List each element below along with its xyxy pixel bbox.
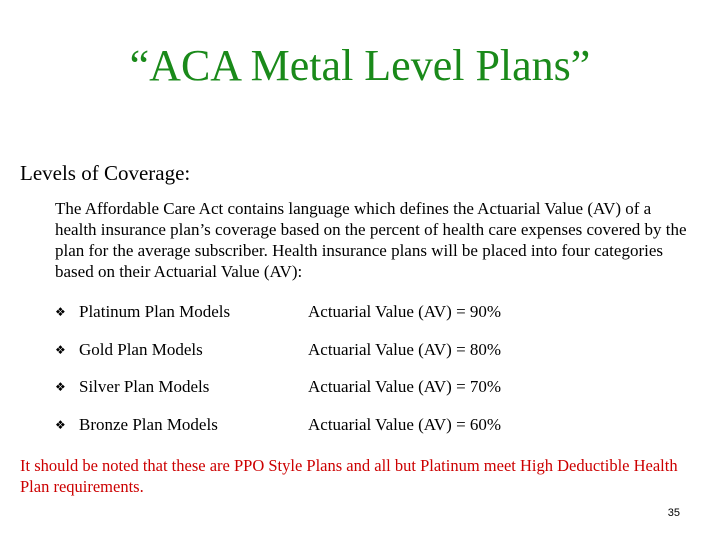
plan-name: Bronze Plan Models [79,414,218,434]
plan-name: Platinum Plan Models [79,302,231,321]
plan-item-platinum [55,300,695,338]
plan-item-gold [55,338,695,376]
checkmark-bullet-icon: ❖ [55,417,66,432]
checkmark-bullet-icon: ❖ [55,380,66,394]
slide-title: “ACA Metal Level Plans” [129,41,591,90]
ppo-note: It should be noted that these are PPO Style Plans and all but Platinum meet High Deductible Health Plan requirements. [20,456,678,496]
plan-actuarial-value: Actuarial Value (AV) = 80% [308,339,502,359]
coverage-heading: Levels of Coverage: [20,161,191,185]
checkmark-bullet-icon: ❖ [55,342,66,357]
plan-actuarial-value: Actuarial Value (AV) = 90% [308,302,502,321]
page-number: 35 [667,507,680,519]
plan-actuarial-value: Actuarial Value (AV) = 70% [308,377,502,396]
plan-item-silver [55,375,695,413]
plan-actuarial-value: Actuarial Value (AV) = 60% [308,414,502,434]
plan-name: Silver Plan Models [79,377,210,396]
intro-paragraph: The Affordable Care Act contains language which defines the Actuarial Value (AV) of a health insurance plan’s coverage based on the percent of health care expenses covered by the plan for the average subscriber. Health insurance plans will be placed into four categories based on their Actuarial Value (AV): [55,199,687,281]
plan-name: Gold Plan Models [79,339,203,359]
plan-list [55,300,695,450]
checkmark-bullet-icon: ❖ [55,305,66,319]
plan-item-bronze [55,413,695,451]
